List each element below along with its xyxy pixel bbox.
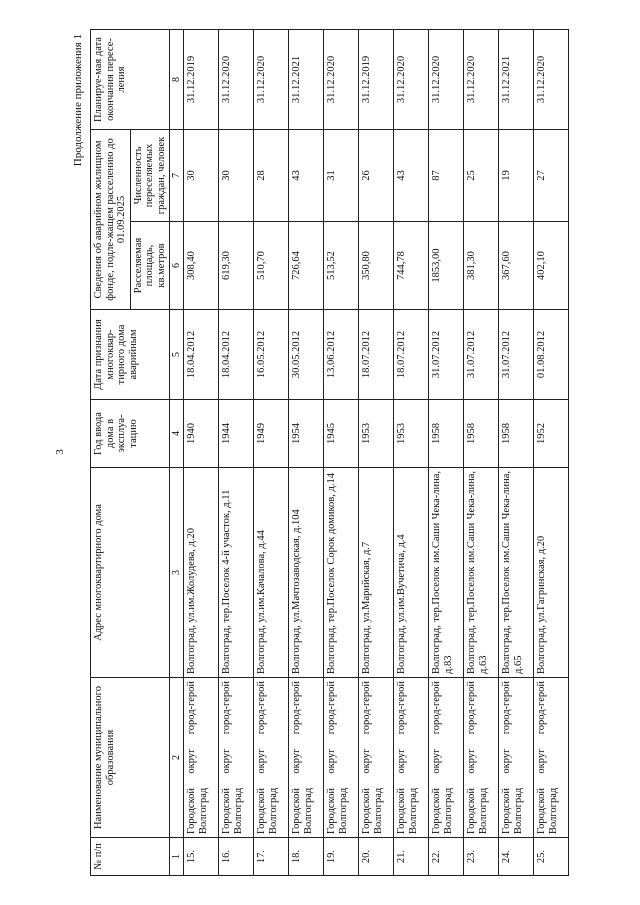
planned-end-date-cell: 31.12.2021 <box>499 29 534 129</box>
address-cell: Волгоград, ул.Мачтозаводская, д.104 <box>289 468 324 678</box>
municipality-cell: Городской округ город-герой Волгоград <box>359 678 394 838</box>
people-cell: 87 <box>429 129 464 221</box>
planned-end-date-cell: 31.12.2020 <box>219 29 254 129</box>
header-planned-end-date: Планируе-мая дата окончания пересе-ления <box>91 29 170 129</box>
table-row <box>534 29 569 875</box>
emergency-date-cell: 13.06.2012 <box>324 310 359 400</box>
municipality-cell: Городской округ город-герой Волгоград <box>499 678 534 838</box>
header-year: Год ввода дома в эксплуа-тацию <box>91 400 170 468</box>
column-number: 5 <box>170 310 184 400</box>
row-number: 18. <box>289 838 324 876</box>
emergency-date-cell: 16.05.2012 <box>254 310 289 400</box>
address-cell: Волгоград, ул.им.Вучетича, д.4 <box>394 468 429 678</box>
header-number: № п/п <box>91 838 170 876</box>
year-cell: 1944 <box>219 400 254 468</box>
column-number: 6 <box>170 222 184 310</box>
appendix-caption: Продолжение приложения 1 <box>72 34 84 167</box>
area-cell: 1853,00 <box>429 222 464 310</box>
row-number: 21. <box>394 838 429 876</box>
planned-end-date-cell: 31.12.2020 <box>254 29 289 129</box>
area-cell: 513,52 <box>324 222 359 310</box>
year-cell: 1953 <box>359 400 394 468</box>
column-number: 4 <box>170 400 184 468</box>
people-cell: 25 <box>464 129 499 221</box>
row-number: 25. <box>534 838 569 876</box>
table-row <box>254 29 289 875</box>
year-cell: 1940 <box>184 400 219 468</box>
table-row <box>219 29 254 875</box>
table-body <box>184 29 569 875</box>
people-cell: 19 <box>499 129 534 221</box>
area-cell: 510,70 <box>254 222 289 310</box>
row-number: 19. <box>324 838 359 876</box>
address-cell: Волгоград, ул.им.Качалова, д.44 <box>254 468 289 678</box>
row-number: 23. <box>464 838 499 876</box>
year-cell: 1945 <box>324 400 359 468</box>
emergency-date-cell: 18.07.2012 <box>359 310 394 400</box>
year-cell: 1949 <box>254 400 289 468</box>
address-cell: Волгоград, тер.Поселок им.Саши Чека-лина, д.63 <box>464 468 499 678</box>
year-cell: 1958 <box>429 400 464 468</box>
column-number: 3 <box>170 468 184 678</box>
emergency-date-cell: 18.04.2012 <box>219 310 254 400</box>
municipality-cell: Городской округ город-герой Волгоград <box>254 678 289 838</box>
people-cell: 27 <box>534 129 569 221</box>
address-cell: Волгоград, ул.Гагринская, д.20 <box>534 468 569 678</box>
emergency-date-cell: 30.05.2012 <box>289 310 324 400</box>
municipality-cell: Городской округ город-герой Волгоград <box>429 678 464 838</box>
table-row <box>289 29 324 875</box>
row-number: 16. <box>219 838 254 876</box>
planned-end-date-cell: 31.12.2020 <box>534 29 569 129</box>
table-row <box>464 29 499 875</box>
row-number: 20. <box>359 838 394 876</box>
header-people: Численность переселяемых граждан, человек <box>130 129 170 221</box>
people-cell: 28 <box>254 129 289 221</box>
column-number: 2 <box>170 678 184 838</box>
header-municipality: Наименование муниципального образования <box>91 678 170 838</box>
row-number: 17. <box>254 838 289 876</box>
municipality-cell: Городской округ город-герой Волгоград <box>184 678 219 838</box>
row-number: 15. <box>184 838 219 876</box>
people-cell: 30 <box>184 129 219 221</box>
address-cell: Волгоград, тер.Поселок им.Саши Чека-лина, д.83 <box>429 468 464 678</box>
column-number: 7 <box>170 129 184 221</box>
municipality-cell: Городской округ город-герой Волгоград <box>394 678 429 838</box>
column-number-row <box>170 29 184 875</box>
address-cell: Волгоград, тер.Поселок Сорок домиков, д.14 <box>324 468 359 678</box>
address-cell: Волгоград, ул.Марийская, д.7 <box>359 468 394 678</box>
header-area: Расселяемая площадь, кв.метров <box>130 222 170 310</box>
year-cell: 1954 <box>289 400 324 468</box>
address-cell: Волгоград, тер.Поселок 4-й участок, д.11 <box>219 468 254 678</box>
table-row <box>394 29 429 875</box>
header-emergency-date: Дата признания многоквар-тирного дома аварийным <box>91 310 170 400</box>
municipality-cell: Городской округ город-герой Волгоград <box>464 678 499 838</box>
emergency-date-cell: 18.07.2012 <box>394 310 429 400</box>
emergency-date-cell: 31.07.2012 <box>429 310 464 400</box>
emergency-date-cell: 18.04.2012 <box>184 310 219 400</box>
area-cell: 350,80 <box>359 222 394 310</box>
area-cell: 402,10 <box>534 222 569 310</box>
area-cell: 381,30 <box>464 222 499 310</box>
header-address: Адрес многоквартирного дома <box>91 468 170 678</box>
area-cell: 619,30 <box>219 222 254 310</box>
column-number: 8 <box>170 29 184 129</box>
page-number: 3 <box>54 449 66 455</box>
municipality-cell: Городской округ город-герой Волгоград <box>289 678 324 838</box>
year-cell: 1958 <box>464 400 499 468</box>
area-cell: 308,40 <box>184 222 219 310</box>
area-cell: 367,60 <box>499 222 534 310</box>
planned-end-date-cell: 31.12.2019 <box>184 29 219 129</box>
header-row <box>91 29 131 875</box>
table-row <box>184 29 219 875</box>
people-cell: 31 <box>324 129 359 221</box>
document-page <box>40 22 600 882</box>
year-cell: 1953 <box>394 400 429 468</box>
year-cell: 1952 <box>534 400 569 468</box>
emergency-date-cell: 31.07.2012 <box>499 310 534 400</box>
emergency-date-cell: 31.07.2012 <box>464 310 499 400</box>
municipality-cell: Городской округ город-герой Волгоград <box>324 678 359 838</box>
emergency-date-cell: 01.08.2012 <box>534 310 569 400</box>
people-cell: 43 <box>394 129 429 221</box>
address-cell: Волгоград, ул.им.Жолудева, д.20 <box>184 468 219 678</box>
column-number: 1 <box>170 838 184 876</box>
municipality-cell: Городской округ город-герой Волгоград <box>219 678 254 838</box>
planned-end-date-cell: 31.12.2021 <box>289 29 324 129</box>
table-row <box>324 29 359 875</box>
resettlement-table <box>90 29 569 876</box>
municipality-cell: Городской округ город-герой Волгоград <box>534 678 569 838</box>
people-cell: 26 <box>359 129 394 221</box>
year-cell: 1958 <box>499 400 534 468</box>
area-cell: 744,78 <box>394 222 429 310</box>
row-number: 24. <box>499 838 534 876</box>
planned-end-date-cell: 31.12.2020 <box>324 29 359 129</box>
planned-end-date-cell: 31.12.2020 <box>464 29 499 129</box>
people-cell: 43 <box>289 129 324 221</box>
people-cell: 30 <box>219 129 254 221</box>
table-row <box>499 29 534 875</box>
address-cell: Волгоград, тер.Поселок им.Саши Чека-лина, д.65 <box>499 468 534 678</box>
row-number: 22. <box>429 838 464 876</box>
table-row <box>359 29 394 875</box>
table-row <box>429 29 464 875</box>
planned-end-date-cell: 31.12.2020 <box>394 29 429 129</box>
area-cell: 726,64 <box>289 222 324 310</box>
header-emergency-fund-group: Сведения об аварийном жилищном фонде, подле-жащем расселению до 01.09.2025 <box>91 129 131 309</box>
planned-end-date-cell: 31.12.2019 <box>359 29 394 129</box>
planned-end-date-cell: 31.12.2020 <box>429 29 464 129</box>
